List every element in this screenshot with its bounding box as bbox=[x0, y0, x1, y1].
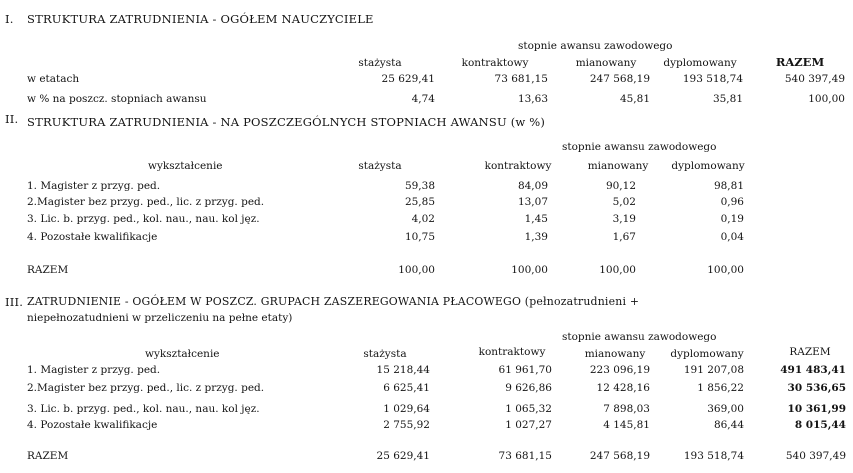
section-1-col-header: dyplomowany bbox=[663, 57, 737, 69]
section-1-col-header: stażysta bbox=[358, 57, 402, 69]
section-2-cell: 4,02 bbox=[411, 213, 435, 225]
section-3-cell: 4 145,81 bbox=[603, 419, 650, 431]
section-1-col-header: mianowany bbox=[575, 57, 637, 69]
section-2-col-header: mianowany bbox=[587, 160, 649, 172]
section-2-cell: 0,19 bbox=[720, 213, 744, 225]
section-3-cell: 491 483,41 bbox=[780, 364, 846, 376]
section-1-group-label: stopnie awansu zawodowego bbox=[518, 40, 673, 52]
section-2-total-cell: 100,00 bbox=[398, 264, 435, 276]
section-2-cell: 0,96 bbox=[720, 196, 744, 208]
section-3-cell: 6 625,41 bbox=[383, 382, 430, 394]
section-3-total-cell: 193 518,74 bbox=[683, 450, 744, 462]
section-1-col-header: RAZEM bbox=[775, 55, 825, 69]
section-3-row-label: 2.Magister bez przyg. ped., lic. z przyg. ped. bbox=[27, 382, 265, 394]
section-2-number: II. bbox=[5, 112, 19, 126]
section-3-cell: 1 027,27 bbox=[505, 419, 552, 431]
section-1-cell: 193 518,74 bbox=[682, 73, 743, 85]
section-2-row-label: 4. Pozostałe kwalifikacje bbox=[27, 231, 158, 243]
section-3-total-label: RAZEM bbox=[27, 450, 69, 462]
section-1-cell: 100,00 bbox=[808, 93, 845, 105]
section-2-title: STRUKTURA ZATRUDNIENIA - NA POSZCZEGÓLNYCH STOPNIACH AWANSU (w %) bbox=[27, 115, 546, 129]
section-3-total-cell: 247 568,19 bbox=[589, 450, 650, 462]
section-3-col-header: stażysta bbox=[363, 348, 407, 360]
section-2-cell: 98,81 bbox=[713, 180, 744, 192]
section-2-cell: 10,75 bbox=[404, 231, 435, 243]
section-3-cell: 7 898,03 bbox=[603, 403, 650, 415]
section-2-col-header: dyplomowany bbox=[671, 160, 745, 172]
section-3-total-cell: 73 681,15 bbox=[498, 450, 552, 462]
section-2-total-label: RAZEM bbox=[27, 264, 69, 276]
section-3-cell: 8 015,44 bbox=[794, 419, 846, 431]
section-3-cell: 1 065,32 bbox=[505, 403, 552, 415]
section-2-cell: 0,04 bbox=[720, 231, 744, 243]
section-2-cell: 1,45 bbox=[524, 213, 548, 225]
section-2-row-label: 1. Magister z przyg. ped. bbox=[27, 180, 161, 192]
section-2-cell: 1,67 bbox=[612, 231, 636, 243]
section-3-cell: 223 096,19 bbox=[589, 364, 650, 376]
section-1-title: STRUKTURA ZATRUDNIENIA - OGÓŁEM NAUCZYCIELE bbox=[27, 12, 374, 26]
section-2-cell: 25,85 bbox=[404, 196, 435, 208]
section-2-col-header: stażysta bbox=[358, 160, 402, 172]
section-1-cell: 4,74 bbox=[411, 93, 435, 105]
section-1-cell: 45,81 bbox=[619, 93, 650, 105]
section-2-row-label: 3. Lic. b. przyg. ped., kol. nau., nau. kol jęz. bbox=[27, 213, 260, 225]
section-3-cell: 12 428,16 bbox=[596, 382, 650, 394]
section-2-cell: 5,02 bbox=[612, 196, 636, 208]
section-3-col-header: mianowany bbox=[584, 348, 646, 360]
section-1-row-label: w etatach bbox=[27, 73, 80, 85]
section-3-group-label: stopnie awansu zawodowego bbox=[562, 331, 717, 343]
section-3-total-cell: 25 629,41 bbox=[376, 450, 430, 462]
section-2-row-label: 2.Magister bez przyg. ped., lic. z przyg. ped. bbox=[27, 196, 265, 208]
section-1-cell: 247 568,19 bbox=[589, 73, 650, 85]
section-3-cell: 15 218,44 bbox=[376, 364, 430, 376]
section-2-total-cell: 100,00 bbox=[511, 264, 548, 276]
section-1-cell: 73 681,15 bbox=[494, 73, 548, 85]
section-2-row-header: wykształcenie bbox=[148, 160, 223, 172]
section-3-col-header: RAZEM bbox=[789, 346, 831, 358]
section-3-cell: 86,44 bbox=[713, 419, 744, 431]
section-3-cell: 61 961,70 bbox=[498, 364, 552, 376]
section-3-cell: 1 029,64 bbox=[383, 403, 430, 415]
section-1-col-header: kontraktowy bbox=[461, 57, 529, 69]
section-3-cell: 10 361,99 bbox=[787, 403, 846, 415]
section-3-row-label: 4. Pozostałe kwalifikacje bbox=[27, 419, 158, 431]
section-1-cell: 540 397,49 bbox=[784, 73, 845, 85]
section-3-row-label: 1. Magister z przyg. ped. bbox=[27, 364, 161, 376]
section-3-subtitle: niepełnozatudnieni w przeliczeniu na pełne etaty) bbox=[27, 312, 293, 324]
section-3-cell: 30 536,65 bbox=[787, 382, 846, 394]
section-1-cell: 35,81 bbox=[712, 93, 743, 105]
section-3-row-header: wykształcenie bbox=[145, 348, 220, 360]
section-3-title: ZATRUDNIENIE - OGÓŁEM W POSZCZ. GRUPACH ZASZEREGOWANIA PŁACOWEGO (pełnozatrudnieni + bbox=[27, 295, 640, 308]
section-3-row-label: 3. Lic. b. przyg. ped., kol. nau., nau. kol jęz. bbox=[27, 403, 260, 415]
section-2-cell: 13,07 bbox=[517, 196, 548, 208]
section-1-row-label: w % na poszcz. stopniach awansu bbox=[27, 93, 207, 105]
section-3-number: III. bbox=[5, 295, 24, 309]
section-3-col-header: dyplomowany bbox=[670, 348, 744, 360]
section-2-group-label: stopnie awansu zawodowego bbox=[562, 141, 717, 153]
section-2-total-cell: 100,00 bbox=[707, 264, 744, 276]
section-2-cell: 59,38 bbox=[404, 180, 435, 192]
section-1-number: I. bbox=[5, 12, 14, 26]
section-2-cell: 84,09 bbox=[517, 180, 548, 192]
section-3-total-cell: 540 397,49 bbox=[785, 450, 846, 462]
section-2-total-cell: 100,00 bbox=[599, 264, 636, 276]
section-2-cell: 1,39 bbox=[524, 231, 548, 243]
section-3-cell: 9 626,86 bbox=[505, 382, 552, 394]
section-3-col-header: kontraktowy bbox=[478, 346, 546, 358]
section-3-cell: 191 207,08 bbox=[683, 364, 744, 376]
section-1-cell: 25 629,41 bbox=[381, 73, 435, 85]
section-2-col-header: kontraktowy bbox=[484, 160, 552, 172]
section-1-cell: 13,63 bbox=[517, 93, 548, 105]
section-3-cell: 1 856,22 bbox=[697, 382, 744, 394]
section-3-cell: 2 755,92 bbox=[383, 419, 430, 431]
section-2-cell: 3,19 bbox=[612, 213, 636, 225]
section-2-cell: 90,12 bbox=[605, 180, 636, 192]
section-3-cell: 369,00 bbox=[707, 403, 744, 415]
